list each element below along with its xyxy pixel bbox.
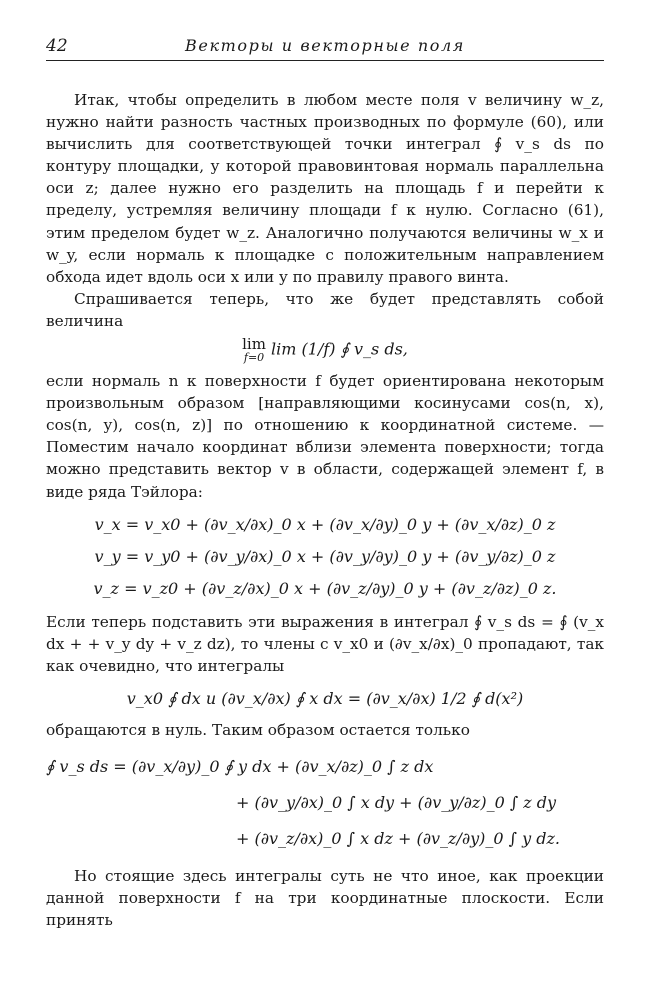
paragraph-3: если нормаль n к поверхности f будет ориентирована некоторым произвольным образом [направляющими косинусами cos(n, x), cos(n, y), cos(n, z)] по отношению к координатной системе. — Поместим начало координат вблизи элемента поверхности; тогда можно представить вектор v в области, содержащей элемент f, в виде ряда Тэйлора: [46,372,604,501]
equation-limit [46,336,604,364]
paragraph-5: обращаются в нуль. Таким образом остается только [46,720,470,739]
equation-integrals-x: v_x0 ∮ dx и (∂v_x/∂x) ∮ x dx = (∂v_x/∂x) 1/2 ∮ d(x²) [126,688,524,708]
paragraph-1: Итак, чтобы определить в любом месте поля v величину w_z, нужно найти разность частных производных по формуле (60), или вычислить для соответствующей точки интеграл ∮ v_s ds по контуру площадки, у которой правовинтовая нормаль параллельна оси z; далее нужно его разделить на площадь f и перейти к пределу, устремляя величину площади f к нулю. Согласно (61), этим пределом будет w_z. Аналогично получаются величины w_x и w_y, если нормаль к площадке с положительным направлением обхода идет вдоль оси x или y по правилу правого винта. [46,91,604,286]
page-number: 42 [46,36,68,56]
equation-result [46,757,604,849]
running-head: Векторы и векторные поля [185,36,465,55]
equation-taylor [46,515,604,599]
paragraph-2: Спрашивается теперь, что же будет представлять собой величина [46,289,604,330]
lim-expression: lim (1/f) ∮ v_s ds, [271,339,408,359]
lim-operator: lim f=0 [242,335,266,365]
taylor-vx: v_x = v_x0 + (∂v_x/∂x)_0 x + (∂v_x/∂y)_0 y + (∂v_x/∂z)_0 z [94,514,556,534]
paragraph-6: Но стоящие здесь интегралы суть не что иное, как проекции данной поверхности f на три координатные плоскости. Если принять [46,866,604,930]
result-line-1: ∮ v_s ds = (∂v_x/∂y)_0 ∮ y dx + (∂v_x/∂z)_0 ∫ z dx [46,756,434,776]
taylor-vy: v_y = v_y0 + (∂v_y/∂x)_0 x + (∂v_y/∂y)_0 y + (∂v_y/∂z)_0 z [94,546,556,566]
lim-subscript: f=0 [243,351,265,365]
paragraph-4: Если теперь подставить эти выражения в интеграл ∮ v_s ds = ∮ (v_x dx + + v_y dy + v_z dz), то члены с v_x0 и (∂v_x/∂x)_0 пропадают, так как очевидно, что интегралы [46,612,604,675]
result-line-3: + (∂v_z/∂x)_0 ∫ x dz + (∂v_z/∂y)_0 ∫ y dz. [236,828,560,848]
page-header [46,36,604,61]
taylor-vz: v_z = v_z0 + (∂v_z/∂x)_0 x + (∂v_z/∂y)_0 y + (∂v_z/∂z)_0 z. [93,578,557,598]
page [46,36,604,931]
result-line-2: + (∂v_y/∂x)_0 ∫ x dy + (∂v_y/∂z)_0 ∫ z dy [236,792,557,812]
